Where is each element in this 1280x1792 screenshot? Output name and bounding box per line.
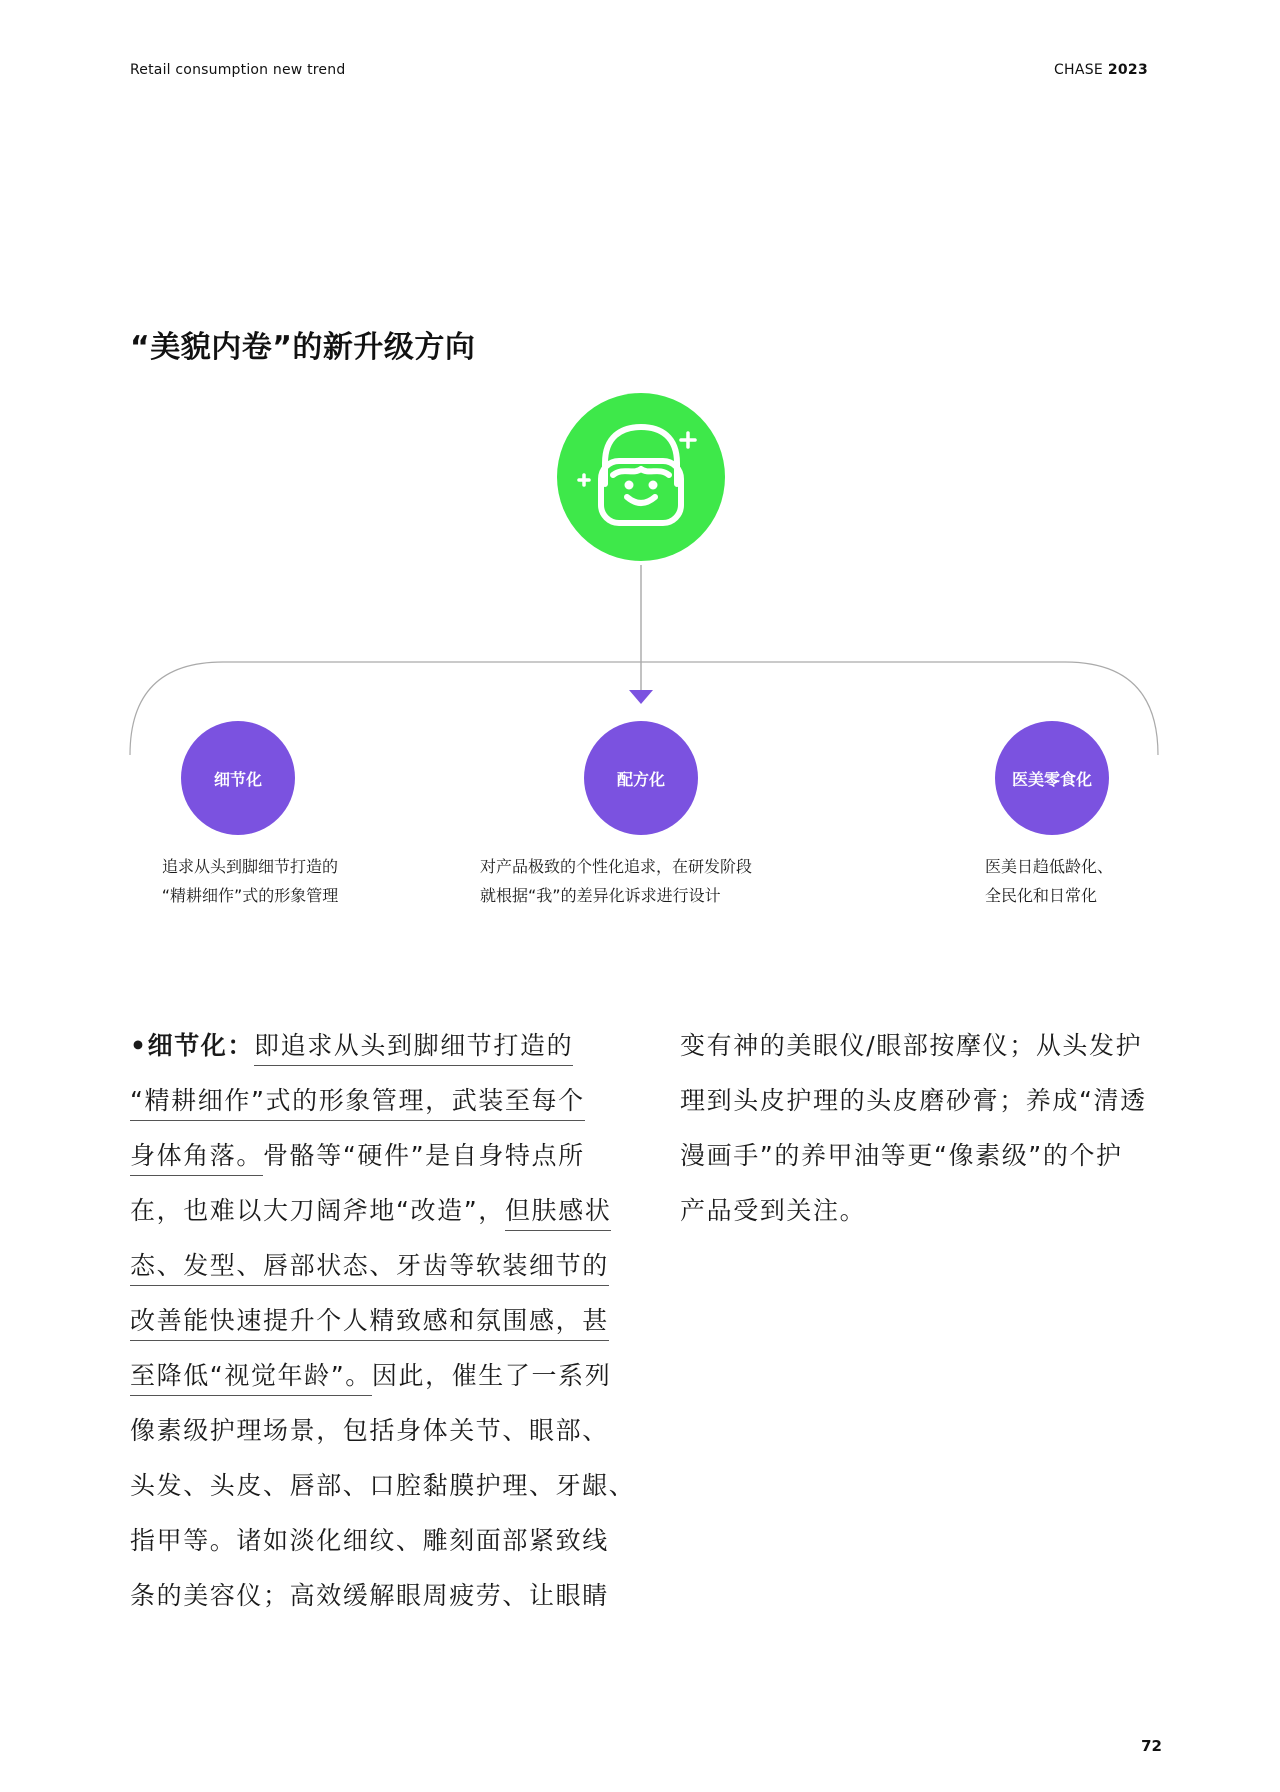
body-line bbox=[130, 1018, 614, 1073]
desc-line: 就根据“我”的差异化诉求进行设计 bbox=[480, 886, 721, 905]
desc-line: “精耕细作”式的形象管理 bbox=[161, 886, 339, 905]
body-line: 指甲等。诸如淡化细纹、雕刻面部紧致线 bbox=[130, 1526, 609, 1555]
body-right-column bbox=[680, 1018, 1165, 1238]
body-line bbox=[130, 1293, 614, 1348]
smiling-face-icon bbox=[557, 393, 725, 561]
underlined-text: 至降低“视觉年龄”。 bbox=[130, 1361, 372, 1396]
body-line bbox=[130, 1238, 614, 1293]
body-line: 理到头皮护理的头皮磨砂膏；养成“清透 bbox=[680, 1086, 1147, 1115]
desc-line: 对产品极致的个性化追求，在研发阶段 bbox=[480, 857, 753, 876]
header-brand-name: CHASE bbox=[1053, 62, 1104, 78]
body-line bbox=[130, 1348, 614, 1403]
hub-circle bbox=[557, 393, 725, 561]
plain-text: 因此，催生了一系列 bbox=[371, 1361, 612, 1390]
plain-text: 在，也难以大刀阔斧地“改造”， bbox=[130, 1196, 505, 1225]
node-medical-snack-label: 医美零食化 bbox=[1011, 769, 1092, 789]
body-line: 漫画手”的养甲油等更“像素级”的个护 bbox=[680, 1141, 1123, 1170]
node-medical-snack bbox=[995, 721, 1109, 835]
desc-line: 追求从头到脚细节打造的 bbox=[161, 857, 338, 876]
underlined-text: 改善能快速提升个人精致感和氛围感，甚 bbox=[130, 1306, 609, 1341]
body-line: 变有神的美眼仪/眼部按摩仪；从头发护 bbox=[680, 1031, 1143, 1060]
underlined-text: 身体角落。 bbox=[130, 1141, 263, 1176]
lead-term: 细节化： bbox=[147, 1031, 254, 1060]
bullet: • bbox=[130, 1031, 148, 1060]
body-line: 像素级护理场景，包括身体关节、眼部、 bbox=[130, 1416, 609, 1445]
underlined-text: 但肤感状 bbox=[505, 1196, 611, 1231]
desc-line: 医美日趋低龄化、 bbox=[985, 857, 1114, 876]
desc-line: 全民化和日常化 bbox=[985, 886, 1098, 905]
header-brand bbox=[1054, 62, 1148, 78]
header-left-text: Retail consumption new trend bbox=[130, 62, 346, 78]
node-detail bbox=[181, 721, 295, 835]
node-medical-snack-description bbox=[985, 852, 1155, 910]
body-line: 产品受到关注。 bbox=[680, 1196, 867, 1225]
plain-text: 骨骼等“硬件”是自身特点所 bbox=[263, 1141, 585, 1170]
node-formula-description bbox=[480, 852, 810, 910]
body-left-column bbox=[130, 1018, 636, 1623]
body-line bbox=[130, 1128, 614, 1183]
underlined-text: 态、发型、唇部状态、牙齿等软装细节的 bbox=[130, 1251, 609, 1286]
underlined-text: “精耕细作”式的形象管理，武装至每个 bbox=[130, 1086, 585, 1121]
page-number: 72 bbox=[1141, 1737, 1162, 1755]
node-detail-description bbox=[130, 852, 370, 910]
header-year: 2023 bbox=[1107, 62, 1148, 78]
node-detail-label: 细节化 bbox=[213, 769, 262, 789]
body-line bbox=[130, 1183, 614, 1238]
underlined-text: 即追求从头到脚细节打造的 bbox=[254, 1031, 573, 1066]
body-line: 头发、头皮、唇部、口腔黏膜护理、牙龈、 bbox=[130, 1471, 636, 1500]
down-arrow-icon bbox=[629, 690, 653, 704]
section-title: “美貌内卷”的新升级方向 bbox=[130, 330, 476, 365]
body-line bbox=[130, 1073, 614, 1128]
body-line: 条的美容仪；高效缓解眼周疲劳、让眼睛 bbox=[130, 1581, 609, 1610]
node-formula bbox=[584, 721, 698, 835]
node-formula-label: 配方化 bbox=[616, 769, 665, 789]
